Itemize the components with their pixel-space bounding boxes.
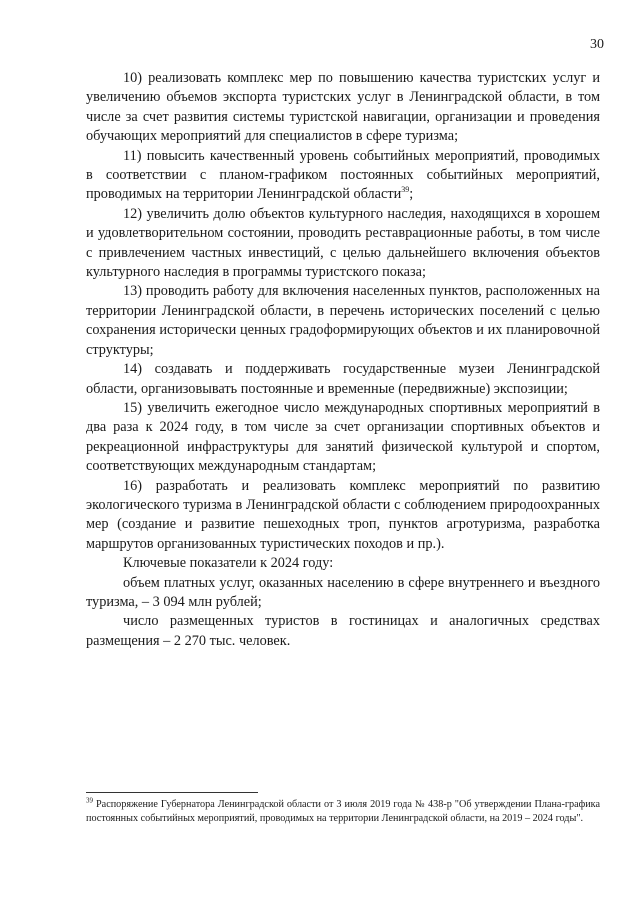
paragraph-item-14: 14) создавать и поддерживать государственные музеи Ленинградской области, организовывать постоянные и временные (передвижные) экспозиции; xyxy=(86,361,600,397)
footnote-text: Распоряжение Губернатора Ленинградской области от 3 июля 2019 года № 438-р "Об утверждении Плана-графика постоянных событийных мероприятий, проводимых на территории Ленинградской области, на 2019 – 2024 годы". xyxy=(86,799,600,824)
footnote xyxy=(86,798,600,826)
footnote-separator xyxy=(86,792,258,793)
paragraph-item-16: 16) разработать и реализовать комплекс мероприятий по развитию экологического туризма в Ленинградской области с соблюдением природоохранных мер (создание и развитие пешеходных троп, пунктов агротуризма, разработка маршрутов организованных туристических походов и пр.). xyxy=(86,477,600,552)
paragraph-item-12: 12) увеличить долю объектов культурного наследия, находящихся в хорошем и удовлетворительном состоянии, проводить реставрационные работы, в том числе с привлечением частных инвестиций, с целью дальнейшего включения объектов культурного наследия в программы туристского показа; xyxy=(86,205,600,281)
indicator-paid-services: объем платных услуг, оказанных населению в сфере внутреннего и въездного туризма, – 3 094 млн рублей; xyxy=(86,574,600,610)
indicator-tourists-accommodated: число размещенных туристов в гостиницах и аналогичных средствах размещения – 2 270 тыс. человек. xyxy=(86,613,600,649)
paragraph-item-11 xyxy=(86,147,600,205)
document-body xyxy=(86,69,600,651)
paragraph-item-10: 10) реализовать комплекс мер по повышению качества туристских услуг и увеличению объемов экспорта туристских услуг в Ленинградской области, в том числе за счет развития системы туристской навигации, организации и проведения обучающих мероприятий для специалистов в сфере туризма; xyxy=(86,70,600,145)
footnote-marker: 39 xyxy=(86,796,93,805)
footnote-reference[interactable]: 39 xyxy=(401,185,410,195)
paragraph-item-15: 15) увеличить ежегодное число международных спортивных мероприятий в два раза к 2024 году, в том числе за счет организации спортивных объектов и рекреационной инфраструктуры для занятий физической культурой и спортом, соответствующих международным стандартам; xyxy=(86,399,600,475)
key-indicators-heading: Ключевые показатели к 2024 году: xyxy=(123,555,334,572)
page-number: 30 xyxy=(590,37,604,52)
paragraph-tail: ; xyxy=(409,186,414,203)
paragraph-item-13: 13) проводить работу для включения населенных пунктов, расположенных на территории Ленинградской области, в перечень исторических поселений с целью сохранения исторически ценных градоформирующих объектов и их планировочной структуры; xyxy=(86,283,600,358)
paragraph-text: 11) повысить качественный уровень событийных мероприятий, проводимых в соответствии с планом-графиком постоянных событийных мероприятий, проводимых на территории Ленинградской области xyxy=(86,147,600,203)
